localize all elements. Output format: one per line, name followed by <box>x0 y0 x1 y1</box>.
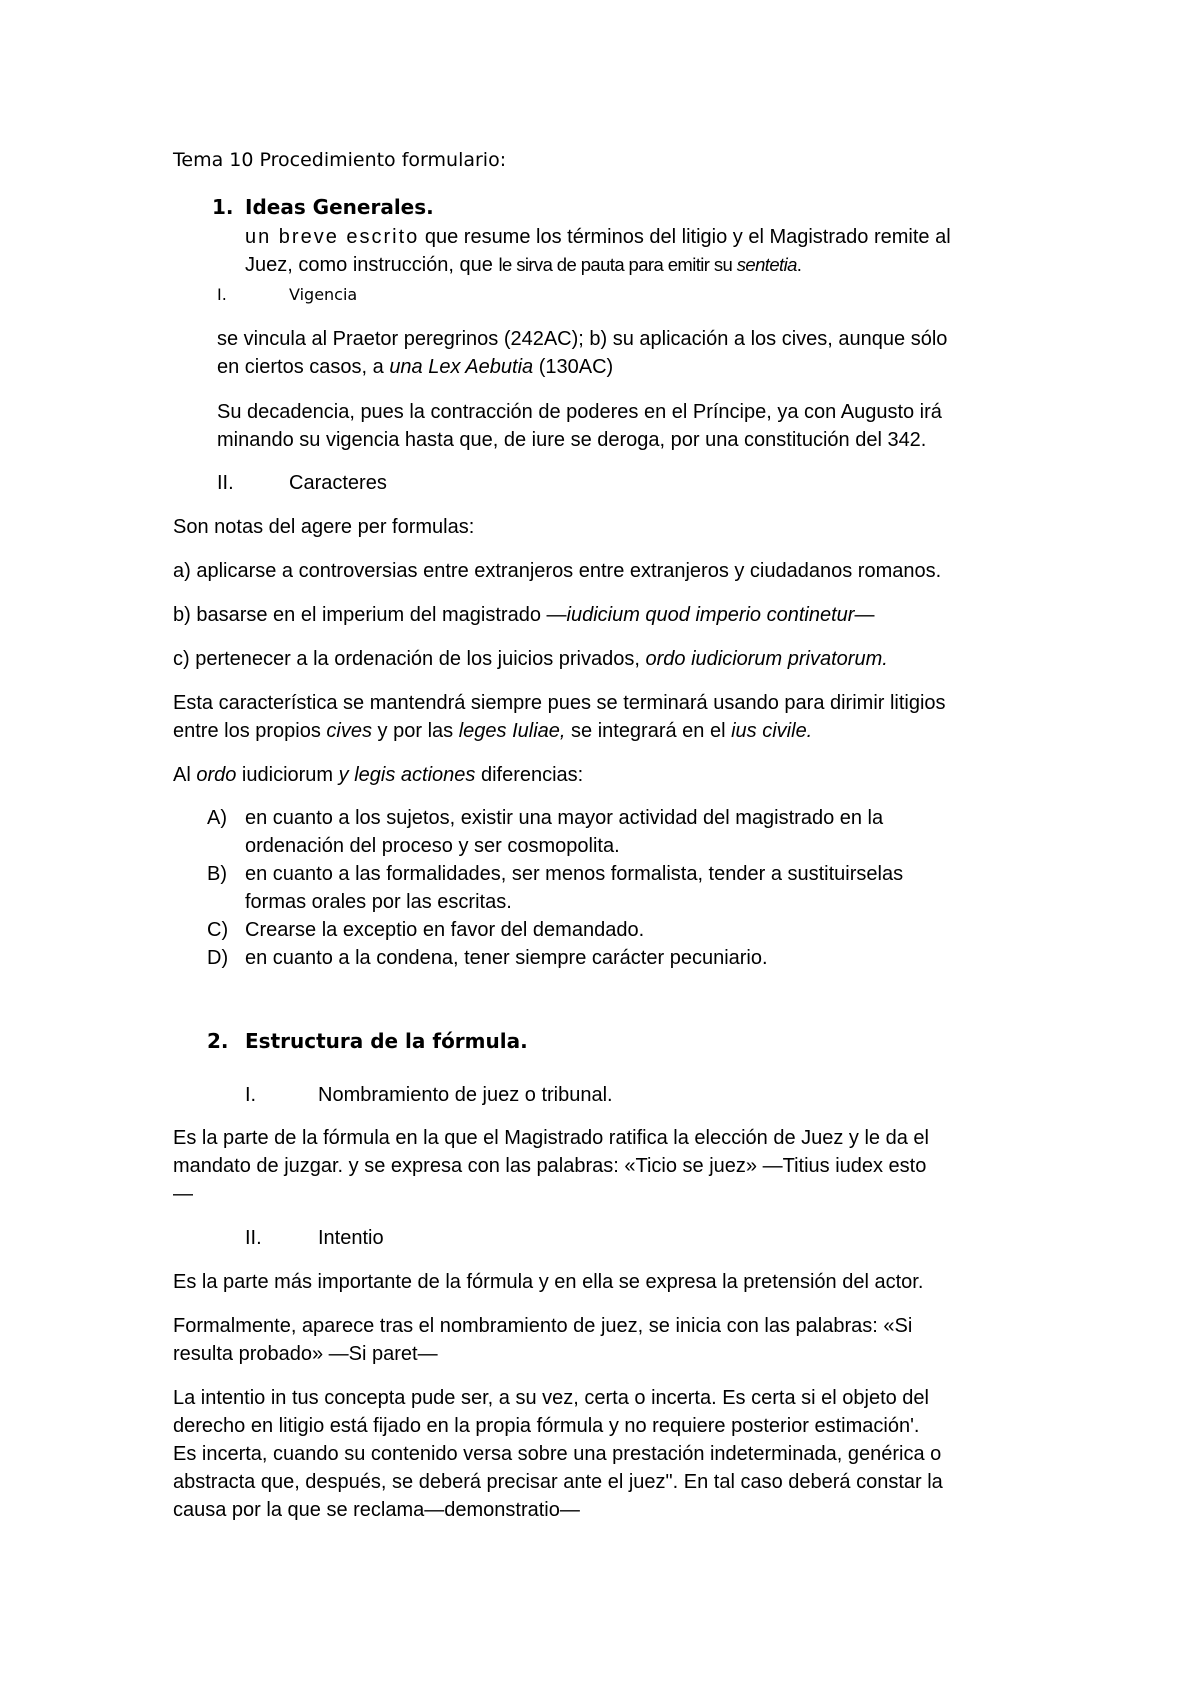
nombramiento-p-line-3: — <box>173 1183 193 1205</box>
nombramiento-number: I. <box>245 1084 257 1106</box>
vigencia-p2-line-2: minando su vigencia hasta que, de iure se deroga, por una constitución del 342. <box>217 429 927 451</box>
intentio-p3-line-3: Es incerta, cuando su contenido versa sobre una prestación indeterminada, genérica o <box>173 1443 942 1465</box>
list-item-c: Crearse la exceptio en favor del demandado. <box>245 919 645 941</box>
esta-line-1: Esta característica se mantendrá siempre pues se terminará usando para dirimir litigios <box>173 692 946 714</box>
caracteres-item-c: c) pertenecer a la ordenación de los juicios privados, ordo iudiciorum privatorum. <box>173 648 888 670</box>
list-label-d: D) <box>207 947 229 969</box>
list-label-a: A) <box>207 807 227 829</box>
document-title: Tema 10 Procedimiento formulario: <box>173 149 507 171</box>
list-label-b: B) <box>207 863 227 885</box>
list-item-a-line-1: en cuanto a los sujetos, existir una mayor actividad del magistrado en la <box>245 807 884 829</box>
section-1-line-2: Juez, como instrucción, que le sirva de pauta para emitir su sentetia. <box>245 254 802 276</box>
vigencia-p2-line-1: Su decadencia, pues la contracción de poderes en el Príncipe, ya con Augusto irá <box>217 401 942 423</box>
formalmente-line-2: resulta probado» —Si paret— <box>173 1343 438 1365</box>
list-item-b-line-2: formas orales por las escritas. <box>245 891 512 913</box>
nombramiento-heading: Nombramiento de juez o tribunal. <box>318 1084 613 1106</box>
section-2-heading: Estructura de la fórmula. <box>245 1029 528 1053</box>
list-item-d: en cuanto a la condena, tener siempre carácter pecuniario. <box>245 947 768 969</box>
diferencias-intro: Al ordo iudiciorum y legis actiones diferencias: <box>173 764 584 786</box>
vigencia-number: I. <box>217 285 227 304</box>
section-1-number: 1. <box>212 195 234 219</box>
vigencia-p1-line-2: en ciertos casos, a una Lex Aebutia (130AC) <box>217 356 614 378</box>
nombramiento-p-line-2: mandato de juzgar. y se expresa con las palabras: «Ticio se juez» —Titius iudex esto <box>173 1155 927 1177</box>
intentio-p3-line-1: La intentio in tus concepta pude ser, a su vez, certa o incerta. Es certa si el objeto del <box>173 1387 929 1409</box>
formalmente-line-1: Formalmente, aparece tras el nombramiento de juez, se inicia con las palabras: «Si <box>173 1315 913 1337</box>
esta-line-2: entre los propios cives y por las leges Iuliae, se integrará en el ius civile. <box>173 720 813 742</box>
section-2-number: 2. <box>207 1029 229 1053</box>
caracteres-item-a: a) aplicarse a controversias entre extranjeros entre extranjeros y ciudadanos romanos. <box>173 560 942 582</box>
caracteres-intro: Son notas del agere per formulas: <box>173 516 475 538</box>
list-item-a-line-2: ordenación del proceso y ser cosmopolita. <box>245 835 620 857</box>
intentio-p3-line-2: derecho en litigio está fijado en la propia fórmula y no requiere posterior estimación'. <box>173 1415 920 1437</box>
caracteres-number: II. <box>217 472 234 494</box>
intentio-p3-line-5: causa por la que se reclama—demonstratio— <box>173 1499 580 1521</box>
list-item-b-line-1: en cuanto a las formalidades, ser menos formalista, tender a sustituirselas <box>245 863 904 885</box>
intentio-heading: Intentio <box>318 1227 384 1249</box>
section-1-line-1: un breve escrito que resume los términos del litigio y el Magistrado remite al <box>245 226 951 248</box>
caracteres-heading: Caracteres <box>289 472 387 494</box>
list-label-c: C) <box>207 919 229 941</box>
caracteres-item-b: b) basarse en el imperium del magistrado —iudicium quod imperio continetur— <box>173 604 875 626</box>
section-1-heading: Ideas Generales. <box>245 195 434 219</box>
vigencia-p1-line-1: se vincula al Praetor peregrinos (242AC); b) su aplicación a los cives, aunque sólo <box>217 328 948 350</box>
intentio-p1: Es la parte más importante de la fórmula y en ella se expresa la pretensión del actor. <box>173 1271 924 1293</box>
intentio-p3-line-4: abstracta que, después, se deberá precisar ante el juez". En tal caso deberá constar la <box>173 1471 943 1493</box>
nombramiento-p-line-1: Es la parte de la fórmula en la que el Magistrado ratifica la elección de Juez y le da el <box>173 1127 929 1149</box>
vigencia-heading: Vigencia <box>289 285 358 304</box>
intentio-number: II. <box>245 1227 262 1249</box>
